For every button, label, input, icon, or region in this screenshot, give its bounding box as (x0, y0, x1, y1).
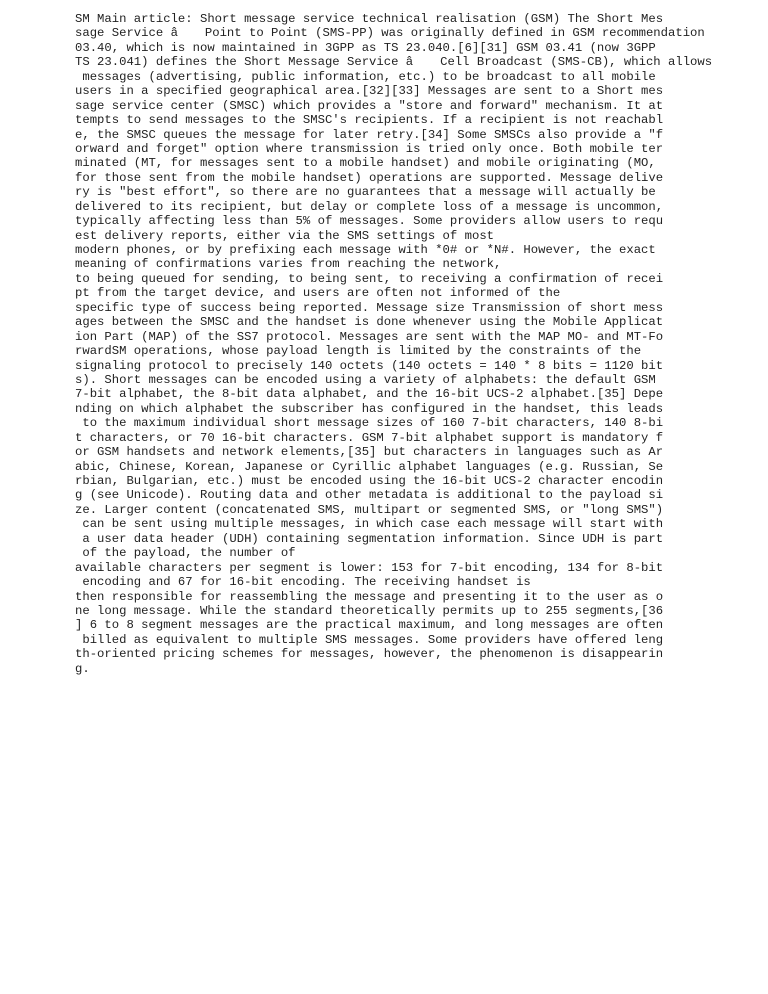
text-line: sage Service â Point to Point (SMS-PP) was originally defined in GSM recommendation (75, 26, 705, 41)
text-line: e, the SMSC queues the message for later retry.[34] Some SMSCs also provide a "f (75, 127, 664, 142)
text-line: or GSM handsets and network elements,[35] but characters in languages such as Ar (75, 445, 664, 460)
text-line: to being queued for sending, to being sent, to receiving a confirmation of recei (75, 271, 664, 286)
text-line: messages (advertising, public information, etc.) to be broadcast to all mobile (75, 69, 656, 84)
text-line: ne long message. While the standard theoretically permits up to 255 segments,[36 (75, 603, 664, 618)
text-line: abic, Chinese, Korean, Japanese or Cyrillic alphabet languages (e.g. Russian, Se (75, 459, 664, 474)
text-line: g. (75, 661, 90, 676)
text-line: typically affecting less than 5% of messages. Some providers allow users to requ (75, 214, 664, 229)
text-line: pt from the target device, and users are often not informed of the (75, 286, 561, 301)
text-line: rwardSM operations, whose payload length is limited by the constraints of the (75, 344, 642, 359)
text-line: rbian, Bulgarian, etc.) must be encoded using the 16-bit UCS-2 character encodin (75, 474, 664, 488)
text-line: TS 23.041) defines the Short Message Service â Cell Broadcast (SMS-CB), which allows (75, 55, 713, 70)
text-line: a user data header (UDH) containing segmentation information. Since UDH is part (75, 531, 664, 546)
text-line: 7-bit alphabet, the 8-bit data alphabet, and the 16-bit UCS-2 alphabet.[35] Depe (75, 387, 664, 402)
text-line: t characters, or 70 16-bit characters. GSM 7-bit alphabet support is mandatory f (75, 430, 664, 445)
text-line: to the maximum individual short message sizes of 160 7-bit characters, 140 8-bi (75, 416, 664, 431)
text-line: delivered to its recipient, but delay or complete loss of a message is uncommon, (75, 199, 664, 214)
text-line: signaling protocol to precisely 140 octets (140 octets = 140 * 8 bits = 1120 bit (75, 358, 664, 373)
text-line: minated (MT, for messages sent to a mobile handset) and mobile originating (MO, (75, 156, 656, 171)
text-line: nding on which alphabet the subscriber has configured in the handset, this leads (75, 401, 664, 416)
document-body (75, 12, 755, 676)
text-line: modern phones, or by prefixing each message with *0# or *N#. However, the exact (75, 243, 656, 257)
text-line: specific type of success being reported. Message size Transmission of short mess (75, 300, 664, 315)
text-line: SM Main article: Short message service technical realisation (GSM) The Short Mes (75, 12, 664, 26)
text-line: for those sent from the mobile handset) operations are supported. Message delive (75, 170, 664, 185)
text-line: then responsible for reassembling the message and presenting it to the user as o (75, 589, 664, 604)
text-line: tempts to send messages to the SMSC's recipients. If a recipient is not reachabl (75, 113, 664, 128)
text-line: can be sent using multiple messages, in which case each message will start with (75, 517, 664, 532)
text-line: orward and forget" option where transmission is tried only once. Both mobile ter (75, 141, 664, 156)
text-line: ry is "best effort", so there are no guarantees that a message will actually be (75, 185, 656, 200)
text-line: users in a specified geographical area.[32][33] Messages are sent to a Short mes (75, 84, 664, 99)
text-line: billed as equivalent to multiple SMS messages. Some providers have offered leng (75, 632, 664, 647)
text-line: ion Part (MAP) of the SS7 protocol. Messages are sent with the MAP MO- and MT-Fo (75, 329, 664, 344)
text-line: meaning of confirmations varies from reaching the network, (75, 257, 502, 272)
text-line: 03.40, which is now maintained in 3GPP as TS 23.040.[6][31] GSM 03.41 (now 3GPP (75, 40, 656, 55)
text-line: available characters per segment is lower: 153 for 7-bit encoding, 134 for 8-bit (75, 560, 664, 575)
text-line: encoding and 67 for 16-bit encoding. The receiving handset is (75, 575, 531, 590)
text-line: ages between the SMSC and the handset is done whenever using the Mobile Applicat (75, 315, 664, 330)
text-line: sage service center (SMSC) which provides a "store and forward" mechanism. It at (75, 98, 664, 113)
text-line: of the payload, the number of (75, 546, 296, 561)
text-line: ze. Larger content (concatenated SMS, multipart or segmented SMS, or "long SMS") (75, 502, 664, 517)
text-line: est delivery reports, either via the SMS settings of most (75, 228, 495, 243)
text-line: s). Short messages can be encoded using a variety of alphabets: the default GSM (75, 372, 656, 387)
text-line: th-oriented pricing schemes for messages, however, the phenomenon is disappearin (75, 647, 664, 662)
text-line: g (see Unicode). Routing data and other metadata is additional to the payload si (75, 488, 664, 503)
text-line: ] 6 to 8 segment messages are the practical maximum, and long messages are often (75, 618, 664, 633)
